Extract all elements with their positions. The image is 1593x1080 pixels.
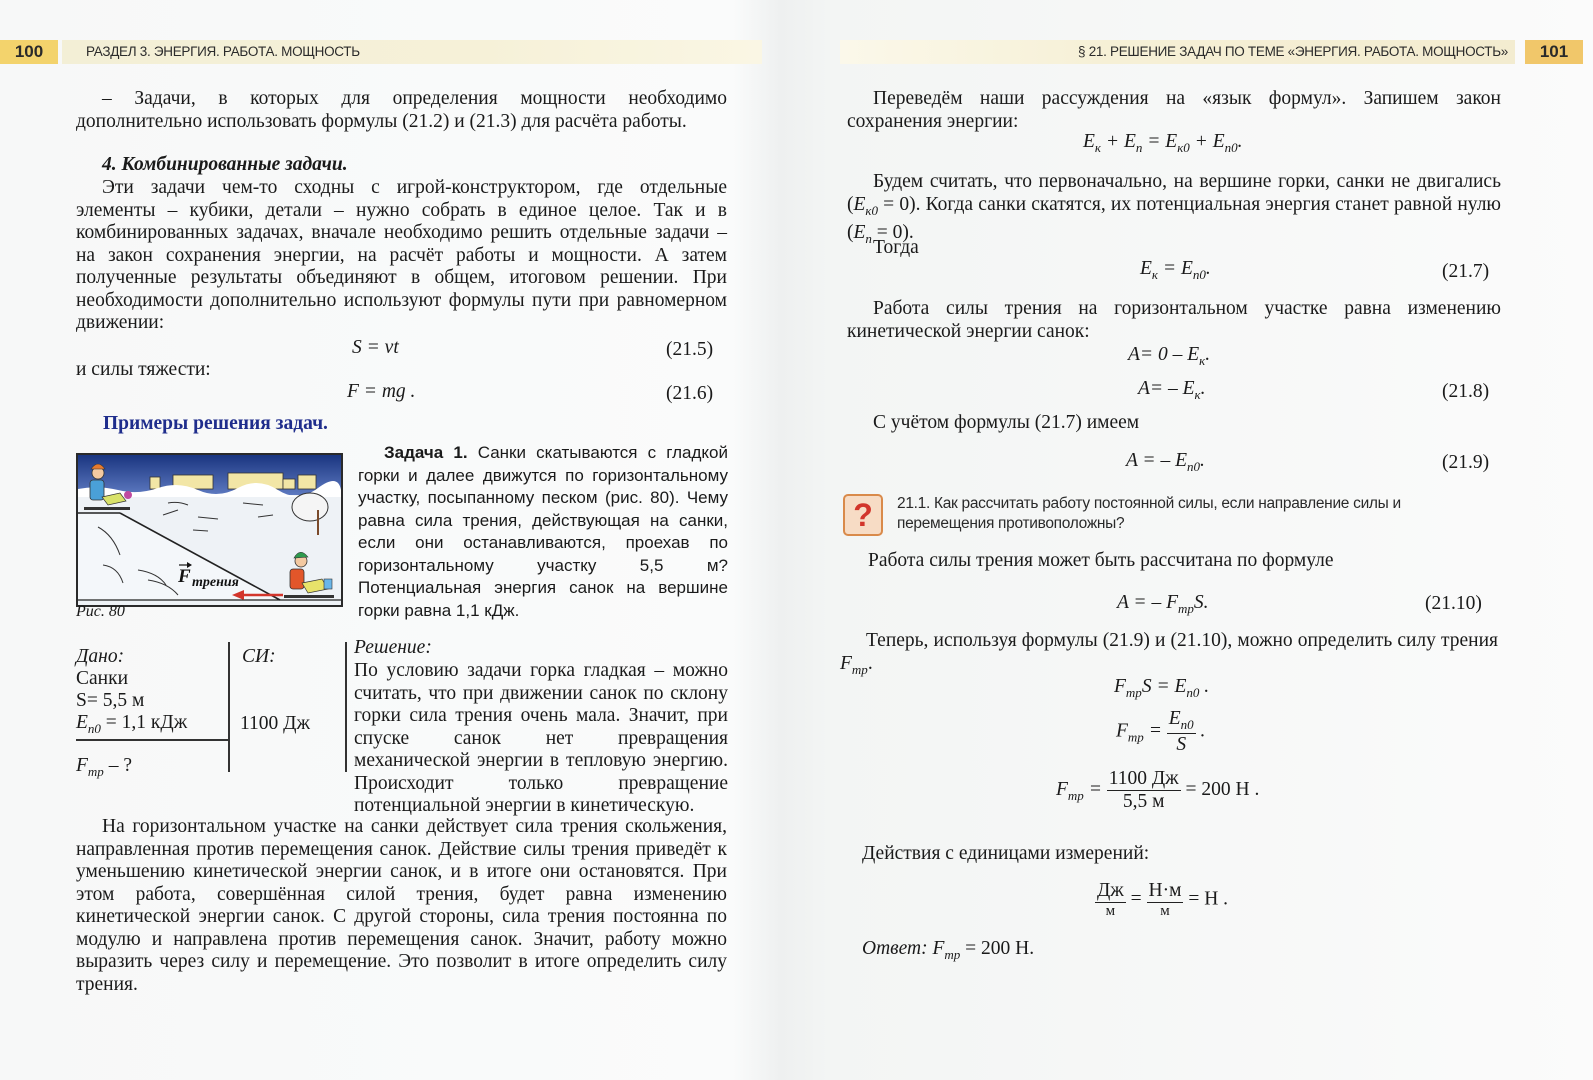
combined-paragraph: Эти задачи чем-то сходны с игрой-конструктором, где отдельные элементы – кубики, детали – нужно собрать в единое целое. Так и в комбинированных задачах, вначале необходимо решить отдельные задачи – на закон сохранения энергии, на расчёт работы и мощности. А затем полученные результаты объединяют в общем, итоговом решении. При необходимости дополнительно используют формулы пути при равномерном движении: [76, 177, 727, 333]
equation-number: (21.5) [666, 339, 714, 360]
then-text: Тогда [873, 237, 919, 258]
task1 [358, 442, 728, 622]
paragraph-initial-state: Будем считать, что первоначально, на вершине горки, санки не двигались $(E_{к0} = 0)$. Когда санки скатятся, их потенциальная энергия станет равной нулю $(E_п = 0)$. [847, 171, 1501, 246]
equation-number: (21.9) [1442, 452, 1490, 473]
answer-value: = 200 Н. [960, 938, 1035, 959]
fraction: $\frac{Н\cdot м}{м}$ [1148, 880, 1182, 919]
running-header: РАЗДЕЛ 3. ЭНЕРГИЯ. РАБОТА. МОЩНОСТЬ [86, 44, 360, 59]
symbol-E: E [76, 712, 88, 733]
equation-number: (21.10) [1425, 593, 1482, 614]
si-value: 1100 Дж [240, 713, 310, 734]
subscript: тр [87, 764, 104, 779]
task1-title: Задача 1. [384, 443, 468, 462]
formula-path: S = vt [352, 337, 399, 358]
answer: Ответ: $F_{тр} = 200$ Н. [862, 938, 1035, 962]
formula-calculation: $F_{тр}$ = $\frac{1100 Дж}{5,5 м}$ = 200 Н . [1056, 768, 1260, 812]
solution-text: По условию задачи горка гладкая – можно считать, что при движении санок по склону горки сила трения очень мала. Значит, при спуске санок нет превращения механической энергии в тепловую энергию. Происходит только превращение потенциальной энергии в кинетическую. [354, 660, 728, 816]
page-number: 101 [1525, 40, 1583, 64]
paragraph-language-of-formulas: Переведём наши рассуждения на «язык формул». Запишем закон сохранения энергии: [847, 88, 1501, 132]
force-label: F [178, 566, 191, 587]
paragraph-formula-intro: Работа силы трения может быть рассчитана по формуле [868, 550, 1334, 571]
formula-f-fraction: $F_{тр}$ = $\frac{E_{п0}}{S}$ . [1116, 708, 1206, 755]
given-divider [76, 739, 228, 741]
equation-number: (21.6) [666, 383, 714, 404]
examples-heading: Примеры решения задач. [103, 413, 328, 434]
find-suffix: – ? [103, 755, 132, 776]
given-item: S= 5,5 м [76, 690, 145, 711]
formula-2110: A = – $F_{тр}S$. [1117, 592, 1209, 616]
force-label-sub: трения [192, 575, 239, 590]
figure-caption: Рис. 80 [76, 603, 125, 620]
given-energy [76, 712, 187, 741]
paragraph-friction-work: Работа силы трения на горизонтальном участке равна изменению кинетической энергии санок: [847, 298, 1501, 342]
fraction: $\frac{E_{п0}}{S}$ [1168, 708, 1194, 755]
formula-work-1: $A= 0 - E_к$. [1128, 344, 1211, 368]
page-number: 100 [0, 40, 58, 64]
find-quantity [76, 755, 132, 784]
item4-title: 4. Комбинированные задачи. [102, 154, 348, 175]
solution-text-start [354, 660, 728, 816]
intro-paragraph: – Задачи, в которых для определения мощности необходимо дополнительно использовать формулы (21.2) и (21.3) для расчёта работы. [76, 88, 727, 132]
column-divider [345, 642, 347, 772]
subscript: п0 [87, 721, 101, 736]
units-heading: Действия с единицами измерений: [862, 843, 1150, 864]
answer-label: Ответ: [862, 938, 933, 959]
task1-text: Санки скатываются с гладкой горки и далее движутся по горизонтальному участку, посыпанному песком (рис. 80). Чему равна сила трения, действующая на санки, если они останавливаются, проехав по горизонтальному участку 5,5 м? Потенциальная энергия санок на вершине горки равна 1,1 кДж. [358, 443, 728, 620]
fraction: $\frac{Дж}{м}$ [1097, 880, 1124, 919]
given-label: Дано: [76, 646, 125, 667]
given-item: Санки [76, 668, 129, 689]
given-energy-value: = 1,1 кДж [100, 712, 188, 733]
symbol-F: F [76, 755, 88, 776]
formula-gravity: F = mg . [347, 381, 416, 402]
units-formula: $\frac{Дж}{м}$ = $\frac{Н\cdot м}{м}$ = Н . [1097, 880, 1229, 919]
running-header: § 21. РЕШЕНИЕ ЗАДАЧ ПО ТЕМЕ «ЭНЕРГИЯ. РАБОТА. МОЩНОСТЬ» [1078, 44, 1508, 59]
sled-illustration [78, 455, 341, 605]
gravity-text: и силы тяжести: [76, 359, 211, 380]
solution-label: Решение: [354, 637, 432, 658]
equation-number: (21.8) [1442, 381, 1490, 402]
si-label: СИ: [242, 646, 276, 667]
figure-sled-hill [76, 453, 343, 607]
question-icon: ? [843, 494, 883, 536]
formula-217: $E_к = E_{п0}$. [1140, 258, 1211, 282]
formula-energy-conservation: $E_к + E_п = E_{к0} + E_{п0}$. [1083, 131, 1243, 155]
paragraph-considering: С учётом формулы (21.7) имеем [873, 412, 1140, 433]
column-divider [228, 642, 230, 772]
final-paragraph: На горизонтальном участке на санки действует сила трения скольжения, направленная против перемещения санок. Действие силы трения приведёт к уменьшению кинетической энергии санок, и в итоге они остановятся. При этом работа, совершённая силой трения, будет равна изменению кинетической энергии санок. С другой стороны, сила трения постоянна по модулю и направлена против перемещения санок. Значит, работу можно выразить через силу и перемещение. Это позволит в итоге определить силу трения. [76, 816, 727, 995]
formula-219: A = – $E_{п0}$. [1126, 450, 1205, 474]
paragraph-now-using: Теперь, используя формулы (21.9) и (21.10), можно определить силу трения $F_{тр}$. [840, 630, 1498, 677]
equation-number: (21.7) [1442, 261, 1490, 282]
formula-fs: $F_{тр}S = E_{п0}$ . [1114, 676, 1210, 700]
fraction: $\frac{1100 Дж}{5,5 м}$ [1108, 768, 1179, 812]
review-question: 21.1. Как рассчитать работу постоянной силы, если направление силы и перемещения противоположны? [897, 495, 1401, 532]
formula-218: $A= - E_к$. [1138, 378, 1206, 402]
